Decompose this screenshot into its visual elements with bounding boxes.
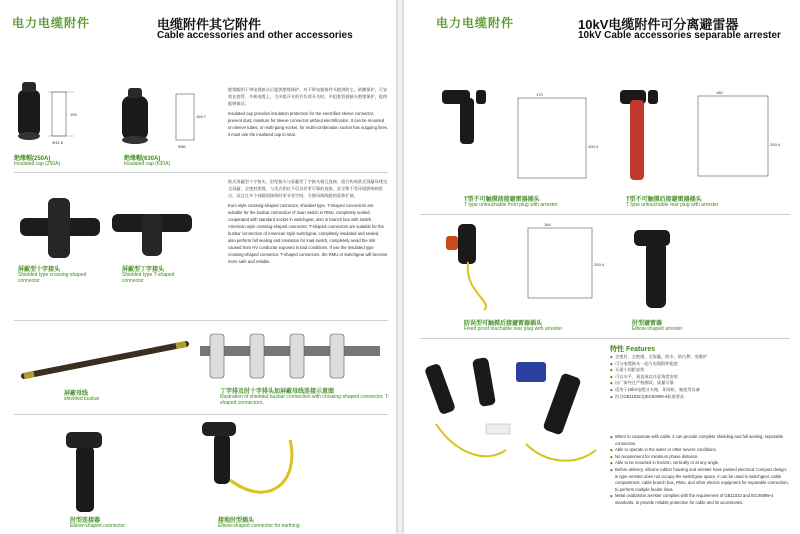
t-front-plug-arrester-image — [440, 88, 600, 192]
conn-text-zh: 欧式屏蔽型十字接头、肘型接头与屏蔽型丁字接头相互连接，组合构成欧式屏蔽母线完全屏蔽、全密封绝缘，与美式相比不仅具有更可靠的连接、安全和不受环境影响的优点，而且在多个间隔间接续时更节省空间，方便母线线路的延伸扩展。 — [228, 179, 388, 198]
feature-item: ◆ 适用于10kV电缆分支箱、环网柜、箱变等设备 — [610, 387, 790, 394]
caption-zh: 肘型避雷器 — [632, 321, 663, 327]
t-rear-plug-arrester-image — [618, 88, 788, 192]
section-tag: 电力电缆附件 — [436, 16, 515, 30]
dim-label: 170 — [536, 92, 543, 97]
caption-en: Elbow-shaped connector for earthing — [218, 523, 300, 529]
dim-label: 159.7 — [196, 114, 207, 119]
left-page — [0, 0, 396, 534]
dim-label: Φ86 — [178, 144, 186, 149]
earthing-elbow-connector-image — [200, 420, 310, 510]
dim-label: Φ44.5 — [52, 140, 63, 145]
caption-zh: 肘型连接器 — [70, 518, 101, 524]
caption-zh: T型不可触摸后接避雷器插头 — [626, 197, 702, 203]
caption-en: Insulated cap (630A) — [124, 161, 171, 167]
caption-zh: 屏蔽母线 — [64, 391, 89, 397]
feature-item: ◆ Metal oxidization arrester complies with the requirement of GB11032 and IEC60099-4 standards, to provide reliable protection for cable and its accessories. — [610, 493, 790, 506]
caption-en: Elbow-shaped arrester — [632, 326, 683, 332]
dim-label: 200.4 — [594, 262, 605, 267]
features-en-list — [610, 434, 790, 507]
elbow-connector-image — [66, 432, 106, 512]
features-zh-list — [610, 354, 790, 400]
caption-en: Insulated cap (250A) — [14, 161, 61, 167]
feature-item: ◆ Before delivery, silicone rubber housing and arrester have passed electrical Compact design; in type arrester does not occupy the switchgear space, it can be used in switchgear, cable compartment, cable branch box, RMU, and other electric equipment for separable connection, to perform multiple feeder lines. — [610, 467, 790, 493]
caption-en: shielded busbar — [64, 396, 100, 402]
caption-zh: 绝缘帽(250A) — [14, 156, 51, 162]
feature-item: ◆ 符合GB11032及IEC60099-4标准要求 — [610, 394, 790, 401]
caption-en: Fixed proof touchable rear plug with arrester — [464, 326, 563, 332]
page-title-zh: 10kV电缆附件可分离避雷器 — [578, 17, 739, 32]
touchable-rear-plug-arrester-image — [444, 222, 604, 312]
feature-item: ◆ 全密封，全绝缘，全屏蔽，防水，防污秽，免维护 — [610, 354, 790, 361]
caption-en: T type untouchable rear plug with arrester — [626, 202, 719, 208]
caption-zh: 丁字排及肘十字排头加屏蔽母线连接示意图 — [220, 389, 335, 395]
dim-label: 180 — [716, 90, 723, 95]
connector-description — [228, 178, 388, 268]
caption-en: Shielded type T-shaped connector — [122, 272, 175, 284]
crossing-connector-image — [20, 198, 100, 258]
divider — [420, 338, 790, 339]
cap-text-zh: 绝缘帽用于带电插接头后提供绝缘保护，对不带电插接件头提供防尘、防潮保护，可安装在套管、多极电缆上，当多组开关柜有负荷开关时，多组套管插接头绝缘保护，提供能够保证。 — [228, 87, 388, 106]
dim-label: 159 — [70, 112, 77, 117]
t-connector-image — [112, 200, 192, 256]
insulated-cap-630a-image — [118, 86, 208, 152]
caption-zh: 接地肘型插头 — [218, 518, 255, 524]
book-spine — [396, 0, 404, 534]
caption-zh: 绝缘帽(630A) — [124, 156, 161, 162]
page-title-en: 10kV Cable accessories separable arrester — [578, 30, 781, 41]
feature-item: ◆ 可与电缆接头一起与电缆附件配套 — [610, 361, 790, 368]
caption-en: T type untouchable front plug with arrester — [464, 202, 558, 208]
product-group-image — [426, 354, 602, 474]
dim-label: 184 — [544, 222, 551, 227]
divider — [420, 214, 790, 215]
caption-en: Illustration of shielded busbar connection with crossing-shaped connector, T-shaped connectors. — [220, 394, 390, 406]
insulated-cap-250a-image — [14, 82, 84, 152]
feature-item: ◆ No requirement for minimum phase distance. — [610, 454, 790, 461]
feature-item: ◆ 可以水平、垂直或以任意角度安装 — [610, 374, 790, 381]
cap-text-en: Insulated cap provides insulation protection for the electrified sleeve connector, prevent dust, moisture for sleeve connector without electrification. It can be mounted on sleeve tubes, or multi-gang socket, for multi-combination socket has outgoing lines, it must use the insulated cap to seal. — [228, 111, 388, 137]
cap-description — [228, 86, 388, 141]
shielded-busbar-image — [20, 340, 190, 380]
caption-en: Elbow-shaped connector — [70, 523, 126, 529]
conn-text-en: Euro style crossing-shaped connector, shielded type, T-shaped connectors are suitable for the busbar connection of main switch in RMU, completely sealed, cooperated with standard socket in switchgear, also in branch box with switch. American style crossing-shaped connector, T-shaped connectors are suitable for the busbar connection of American style switchgear, completely insulated and sealed, also perform full sealing and insulation for load switch, completely avoid the risk caused from HV conductor exposed in bad conditions. If use the insulated type crossing-shaped connector, T-shaped connectors, the RMU or switchgear will become more safe and reliable. — [228, 203, 388, 264]
right-page — [404, 0, 800, 534]
feature-item: ◆ Able to be mounted in horizon, vertically or at any angle. — [610, 460, 790, 467]
page-title-zh: 电缆附件其它附件 — [157, 17, 262, 32]
feature-item: ◆ 无需小间距安装 — [610, 367, 790, 374]
divider — [14, 172, 388, 173]
caption-zh: 屏蔽型丁字接头 — [122, 267, 165, 273]
caption-en: Shielded type crossing-shaped connector — [18, 272, 87, 284]
features-title: 特性 Features — [610, 346, 656, 353]
feature-item: ◆ 出厂前经过严格测试，质量可靠 — [610, 380, 790, 387]
divider — [14, 414, 388, 415]
dim-label: 200.4 — [770, 142, 781, 147]
caption-zh: 防误型可触摸后接避雷器插头 — [464, 321, 543, 327]
feature-item: ◆ When to cooperate with cable, it can provide complete shielding and full sealing, separable connection. — [610, 434, 790, 447]
divider — [14, 320, 388, 321]
busbar-connection-illustration — [200, 330, 380, 380]
elbow-arrester-image — [630, 226, 700, 312]
caption-zh: T型不可触摸前接避雷器插头 — [464, 197, 540, 203]
caption-zh: 屏蔽型十字接头 — [18, 267, 61, 273]
section-tag: 电力电缆附件 — [12, 16, 91, 30]
dim-label: 200.4 — [588, 144, 599, 149]
feature-item: ◆ Able to operate in the water or other severe conditions. — [610, 447, 790, 454]
page-title-en: Cable accessories and other accessories — [157, 30, 353, 41]
